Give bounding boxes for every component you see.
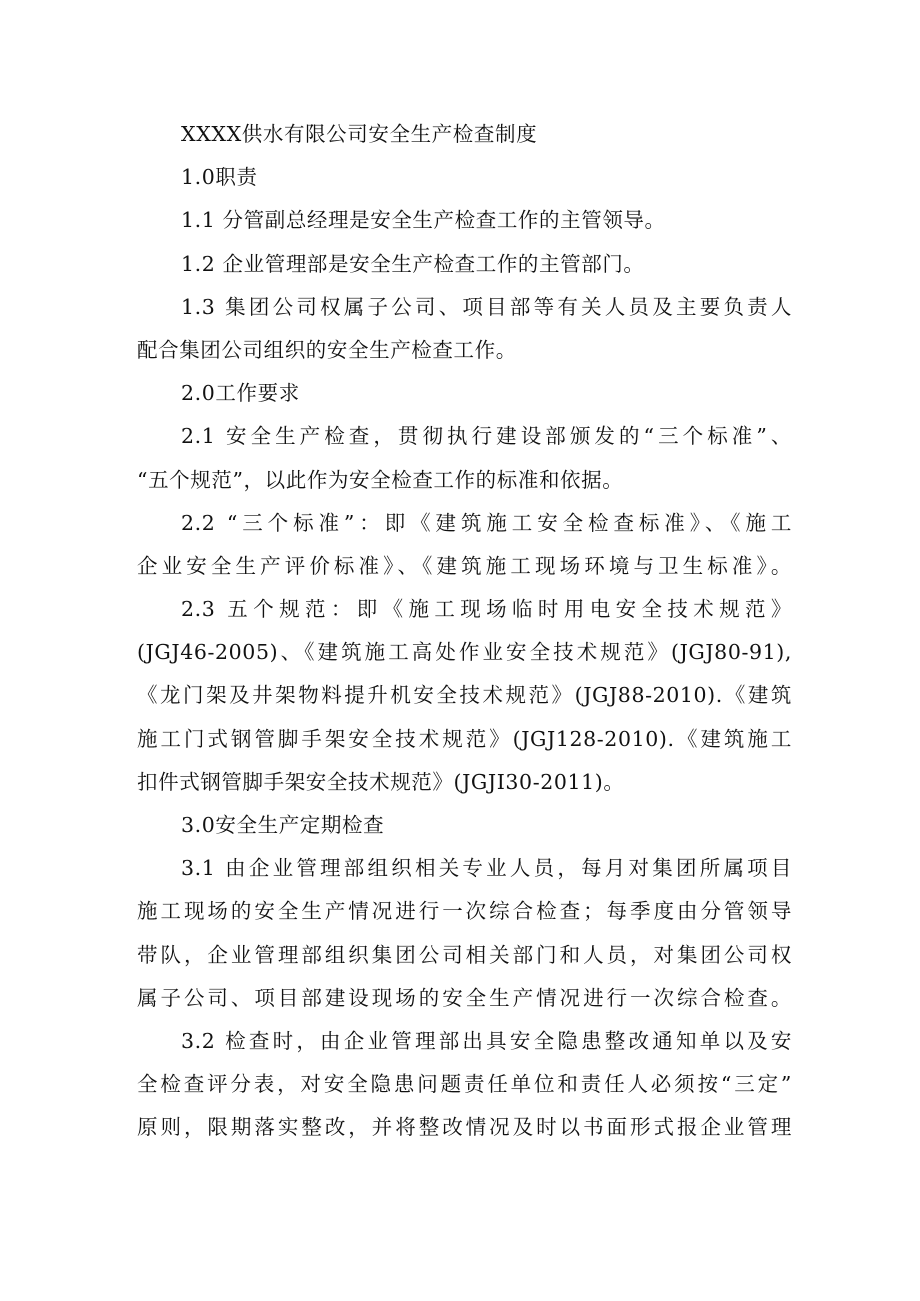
paragraph-1-1: 1.1 分管副总经理是安全生产检查工作的主管领导。 xyxy=(181,208,666,233)
document-page xyxy=(137,113,792,1150)
paragraph-2-1-line-1: 2.1 安全生产检查，贯彻执行建设部颁发的“三个标准”、 xyxy=(181,424,792,449)
paragraph-1-3-line-2: 配合集团公司组织的安全生产检查工作。 xyxy=(137,337,517,362)
paragraph-2-2-line-2: 企业安全生产评价标准》、《建筑施工现场环境与卫生标准》。 xyxy=(137,553,792,578)
section-2-heading: 2.0工作要求 xyxy=(181,381,300,406)
paragraph-2-3-line-1: 2.3 五个规范：即《施工现场临时用电安全技术规范》 xyxy=(181,597,792,622)
paragraph-3-1-line-3: 带队，企业管理部组织集团公司相关部门和人员，对集团公司权 xyxy=(137,942,792,967)
document-title: XXXX供水有限公司安全生产检查制度 xyxy=(181,122,538,146)
paragraph-3-1-line-2: 施工现场的安全生产情况进行一次综合检查；每季度由分管领导 xyxy=(137,899,792,924)
paragraph-3-2-line-2: 全检查评分表，对安全隐患问题责任单位和责任人必须按“三定” xyxy=(137,1072,792,1097)
paragraph-3-2-line-3: 原则，限期落实整改，并将整改情况及时以书面形式报企业管理 xyxy=(137,1115,792,1140)
paragraph-2-3-line-4: 施工门式钢管脚手架安全技术规范》(JGJ128-2010).《建筑施工 xyxy=(137,726,792,751)
section-1-heading: 1.0职责 xyxy=(181,165,258,190)
section-3-heading: 3.0安全生产定期检查 xyxy=(181,813,385,837)
paragraph-3-1-line-4: 属子公司、项目部建设现场的安全生产情况进行一次综合检查。 xyxy=(137,985,792,1010)
paragraph-2-3-line-3: 《龙门架及井架物料提升机安全技术规范》(JGJ88-2010).《建筑 xyxy=(137,683,792,708)
paragraph-1-3-line-1: 1.3 集团公司权属子公司、项目部等有关人员及主要负责人 xyxy=(181,294,792,319)
paragraph-2-3-line-5: 扣件式钢管脚手架安全技术规范》(JGJI30-2011)。 xyxy=(137,769,625,794)
paragraph-2-2-line-1: 2.2 “三个标准”：即《建筑施工安全检查标准》、《施工 xyxy=(181,510,792,535)
paragraph-2-3-line-2: (JGJ46-2005)、《建筑施工高处作业安全技术规范》(JGJ80-91), xyxy=(137,640,792,665)
paragraph-2-1-line-2: “五个规范”，以此作为安全检查工作的标准和依据。 xyxy=(137,467,624,492)
paragraph-3-1-line-1: 3.1 由企业管理部组织相关专业人员，每月对集团所属项目 xyxy=(181,856,792,881)
paragraph-1-2: 1.2 企业管理部是安全生产检查工作的主管部门。 xyxy=(181,251,645,276)
paragraph-3-2-line-1: 3.2 检查时，由企业管理部出具安全隐患整改通知单以及安 xyxy=(181,1028,792,1053)
